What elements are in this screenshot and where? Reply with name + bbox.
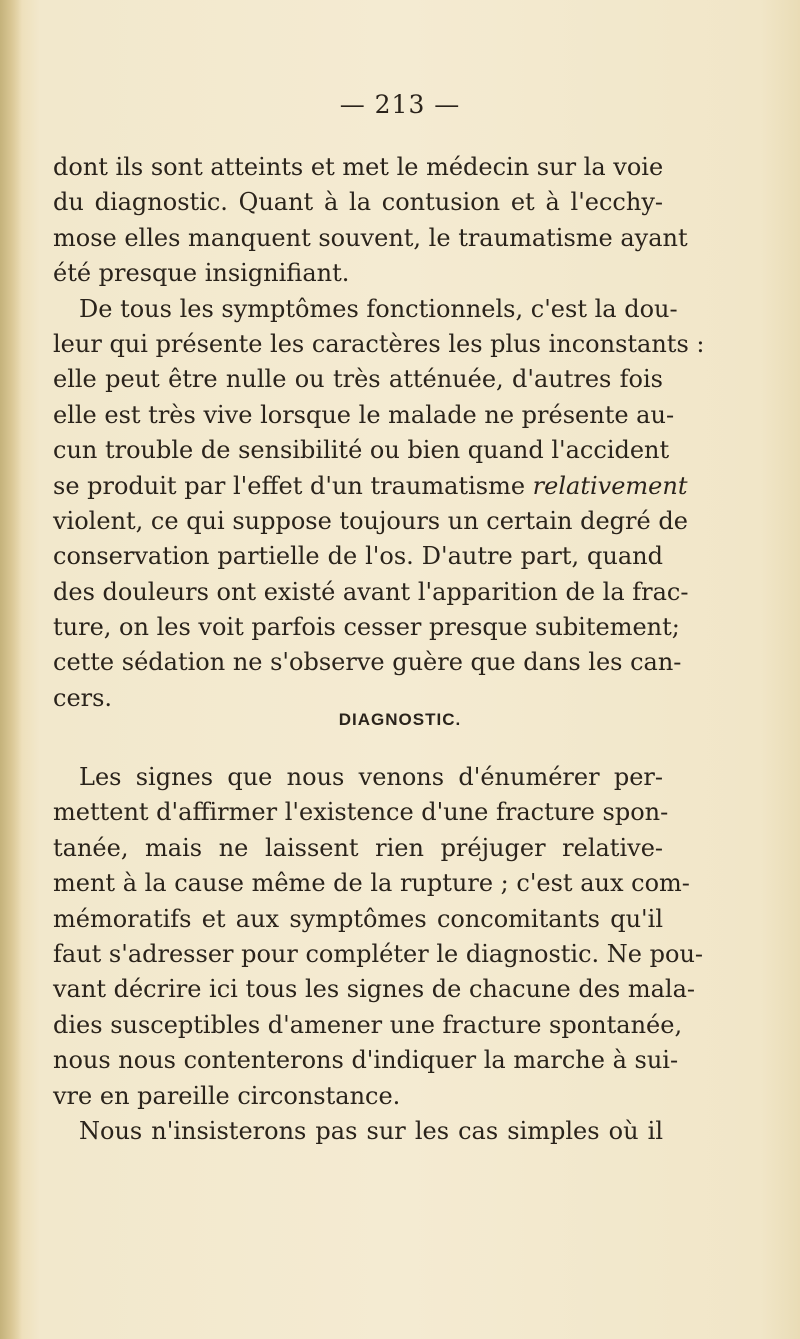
text-line: De tous les symptômes fonctionnels, c'est la dou- — [79, 294, 678, 323]
text-line: des douleurs ont existé avant l'apparition de la frac- — [53, 577, 689, 606]
text-line: tanée, mais ne laissent rien préjuger relative- — [53, 833, 663, 862]
body-text-top — [53, 150, 705, 716]
page-binding-edge — [0, 0, 22, 1339]
text-line: leur qui présente les caractères les plus inconstants : — [53, 329, 705, 358]
page-number: — 213 — — [339, 90, 461, 119]
text-line: dies susceptibles d'amener une fracture spontanée, — [53, 1010, 683, 1039]
text-line: vre en pareille circonstance. — [53, 1081, 401, 1110]
text-line: Les signes que nous venons d'énumérer per- — [79, 763, 663, 791]
text-line: mose elles manquent souvent, le traumatisme ayant — [53, 223, 688, 252]
body-text-bottom — [53, 760, 704, 1149]
text-line: mémoratifs et aux symptômes concomitants qu'il — [53, 904, 663, 933]
text-line: du diagnostic. Quant à la contusion et à l'ecchy- — [53, 188, 663, 217]
text-line: violent, ce qui suppose toujours un certain degré de — [53, 506, 688, 535]
section-heading: DIAGNOSTIC. — [338, 710, 462, 729]
text-line: vant décrire ici tous les signes de chacune des mala- — [53, 975, 696, 1004]
text-line: cun trouble de sensibilité ou bien quand l'accident — [53, 436, 670, 465]
text-fragment: se produit par l'effet d'un traumatisme — [53, 471, 526, 500]
text-line: mettent d'affirmer l'existence d'une fracture spon- — [53, 798, 669, 827]
text-line: Nous n'insisterons pas sur les cas simples où il — [79, 1116, 663, 1145]
text-line: ture, on les voit parfois cesser presque subitement; — [53, 613, 680, 642]
text-line: été presque insignifiant. — [53, 259, 350, 288]
text-line-with-italic — [53, 469, 688, 504]
text-line: conservation partielle de l'os. D'autre part, quand — [53, 542, 663, 571]
text-line: faut s'adresser pour compléter le diagnostic. Ne pou- — [53, 939, 704, 968]
text-line: cers. — [53, 683, 113, 712]
text-line: nous nous contenterons d'indiquer la marche à sui- — [53, 1046, 679, 1075]
text-line: elle peut être nulle ou très atténuée, d'autres fois — [53, 365, 663, 394]
text-line: ment à la cause même de la rupture ; c'est aux com- — [53, 869, 690, 898]
text-line: elle est très vive lorsque le malade ne présente au- — [53, 400, 675, 429]
text-line: cette sédation ne s'observe guère que dans les can- — [53, 648, 682, 677]
italic-word: relativement — [532, 471, 688, 500]
text-line: dont ils sont atteints et met le médecin sur la voie — [53, 153, 664, 181]
